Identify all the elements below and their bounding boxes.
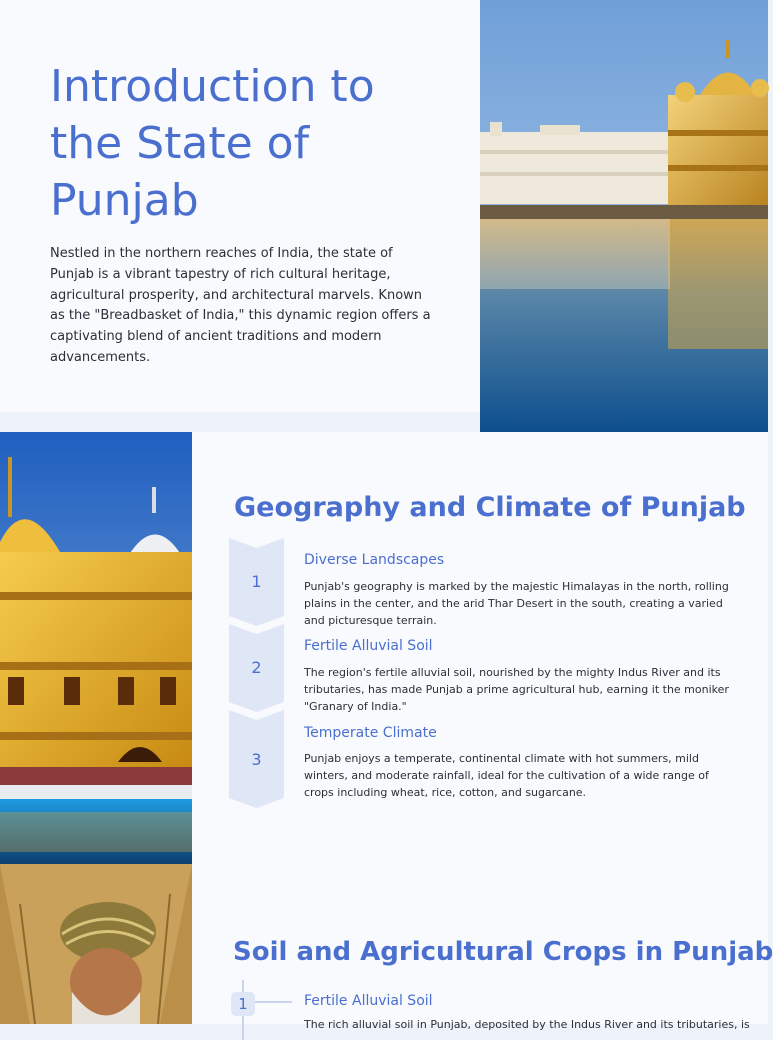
intro-paragraph: Nestled in the northern reaches of India, the state of Punjab is a vibrant tapestry of rich cultural heritage, agricultural prosperity, and architectural marvels. Known as the "Breadbasket of India," this dynamic region offers a captivating blend of ancient traditions and modern advancements. xyxy=(50,246,431,365)
geography-item-heading: Diverse Landscapes xyxy=(304,552,445,568)
step-number: 1 xyxy=(251,572,262,591)
timeline-step-number: 1 xyxy=(231,992,255,1016)
geography-section xyxy=(0,432,768,864)
intro-section xyxy=(0,0,768,432)
golden-temple-closeup-photo xyxy=(0,432,192,864)
agriculture-title: Soil and Agricultural Crops in Punjab xyxy=(233,937,773,967)
step-chevron-2 xyxy=(229,624,284,712)
geography-item-text: Punjab's geography is marked by the majestic Himalayas in the north, rolling plains in the center, and the arid Thar Desert in the south, creating a varied and picturesque terrain. xyxy=(304,580,729,627)
agriculture-item-text: The rich alluvial soil in Punjab, deposited by the Indus River and its tributaries, is xyxy=(304,1018,750,1031)
geography-item-heading: Temperate Climate xyxy=(304,725,437,741)
step-chevron-3 xyxy=(229,710,284,808)
farmer-photo xyxy=(0,864,192,1024)
geography-item-text: Punjab enjoys a temperate, continental climate with hot summers, mild winters, and moderate rainfall, ideal for the cultivation of a wide range of crops including wheat, rice, cotton, and sugarcane. xyxy=(304,752,709,799)
geography-item-text: The region's fertile alluvial soil, nourished by the mighty Indus River and its tributaries, has made Punjab a prime agricultural hub, earning it the moniker "Granary of India." xyxy=(304,666,729,713)
agriculture-section xyxy=(0,864,773,1031)
golden-temple-illustration xyxy=(480,0,768,432)
step-chevron-1 xyxy=(229,538,284,626)
geography-item-heading: Fertile Alluvial Soil xyxy=(304,638,433,654)
golden-temple-photo xyxy=(480,0,768,432)
step-number: 2 xyxy=(251,658,262,677)
farmer-illustration xyxy=(0,864,192,1024)
geography-title: Geography and Climate of Punjab xyxy=(234,492,746,523)
timeline-connector xyxy=(254,1001,292,1003)
agriculture-item-heading: Fertile Alluvial Soil xyxy=(304,993,433,1009)
step-number: 3 xyxy=(251,750,262,769)
intro-text-panel xyxy=(0,0,480,412)
intro-title: Introduction to the State of Punjab xyxy=(50,61,375,226)
golden-temple-closeup-illustration xyxy=(0,432,192,864)
